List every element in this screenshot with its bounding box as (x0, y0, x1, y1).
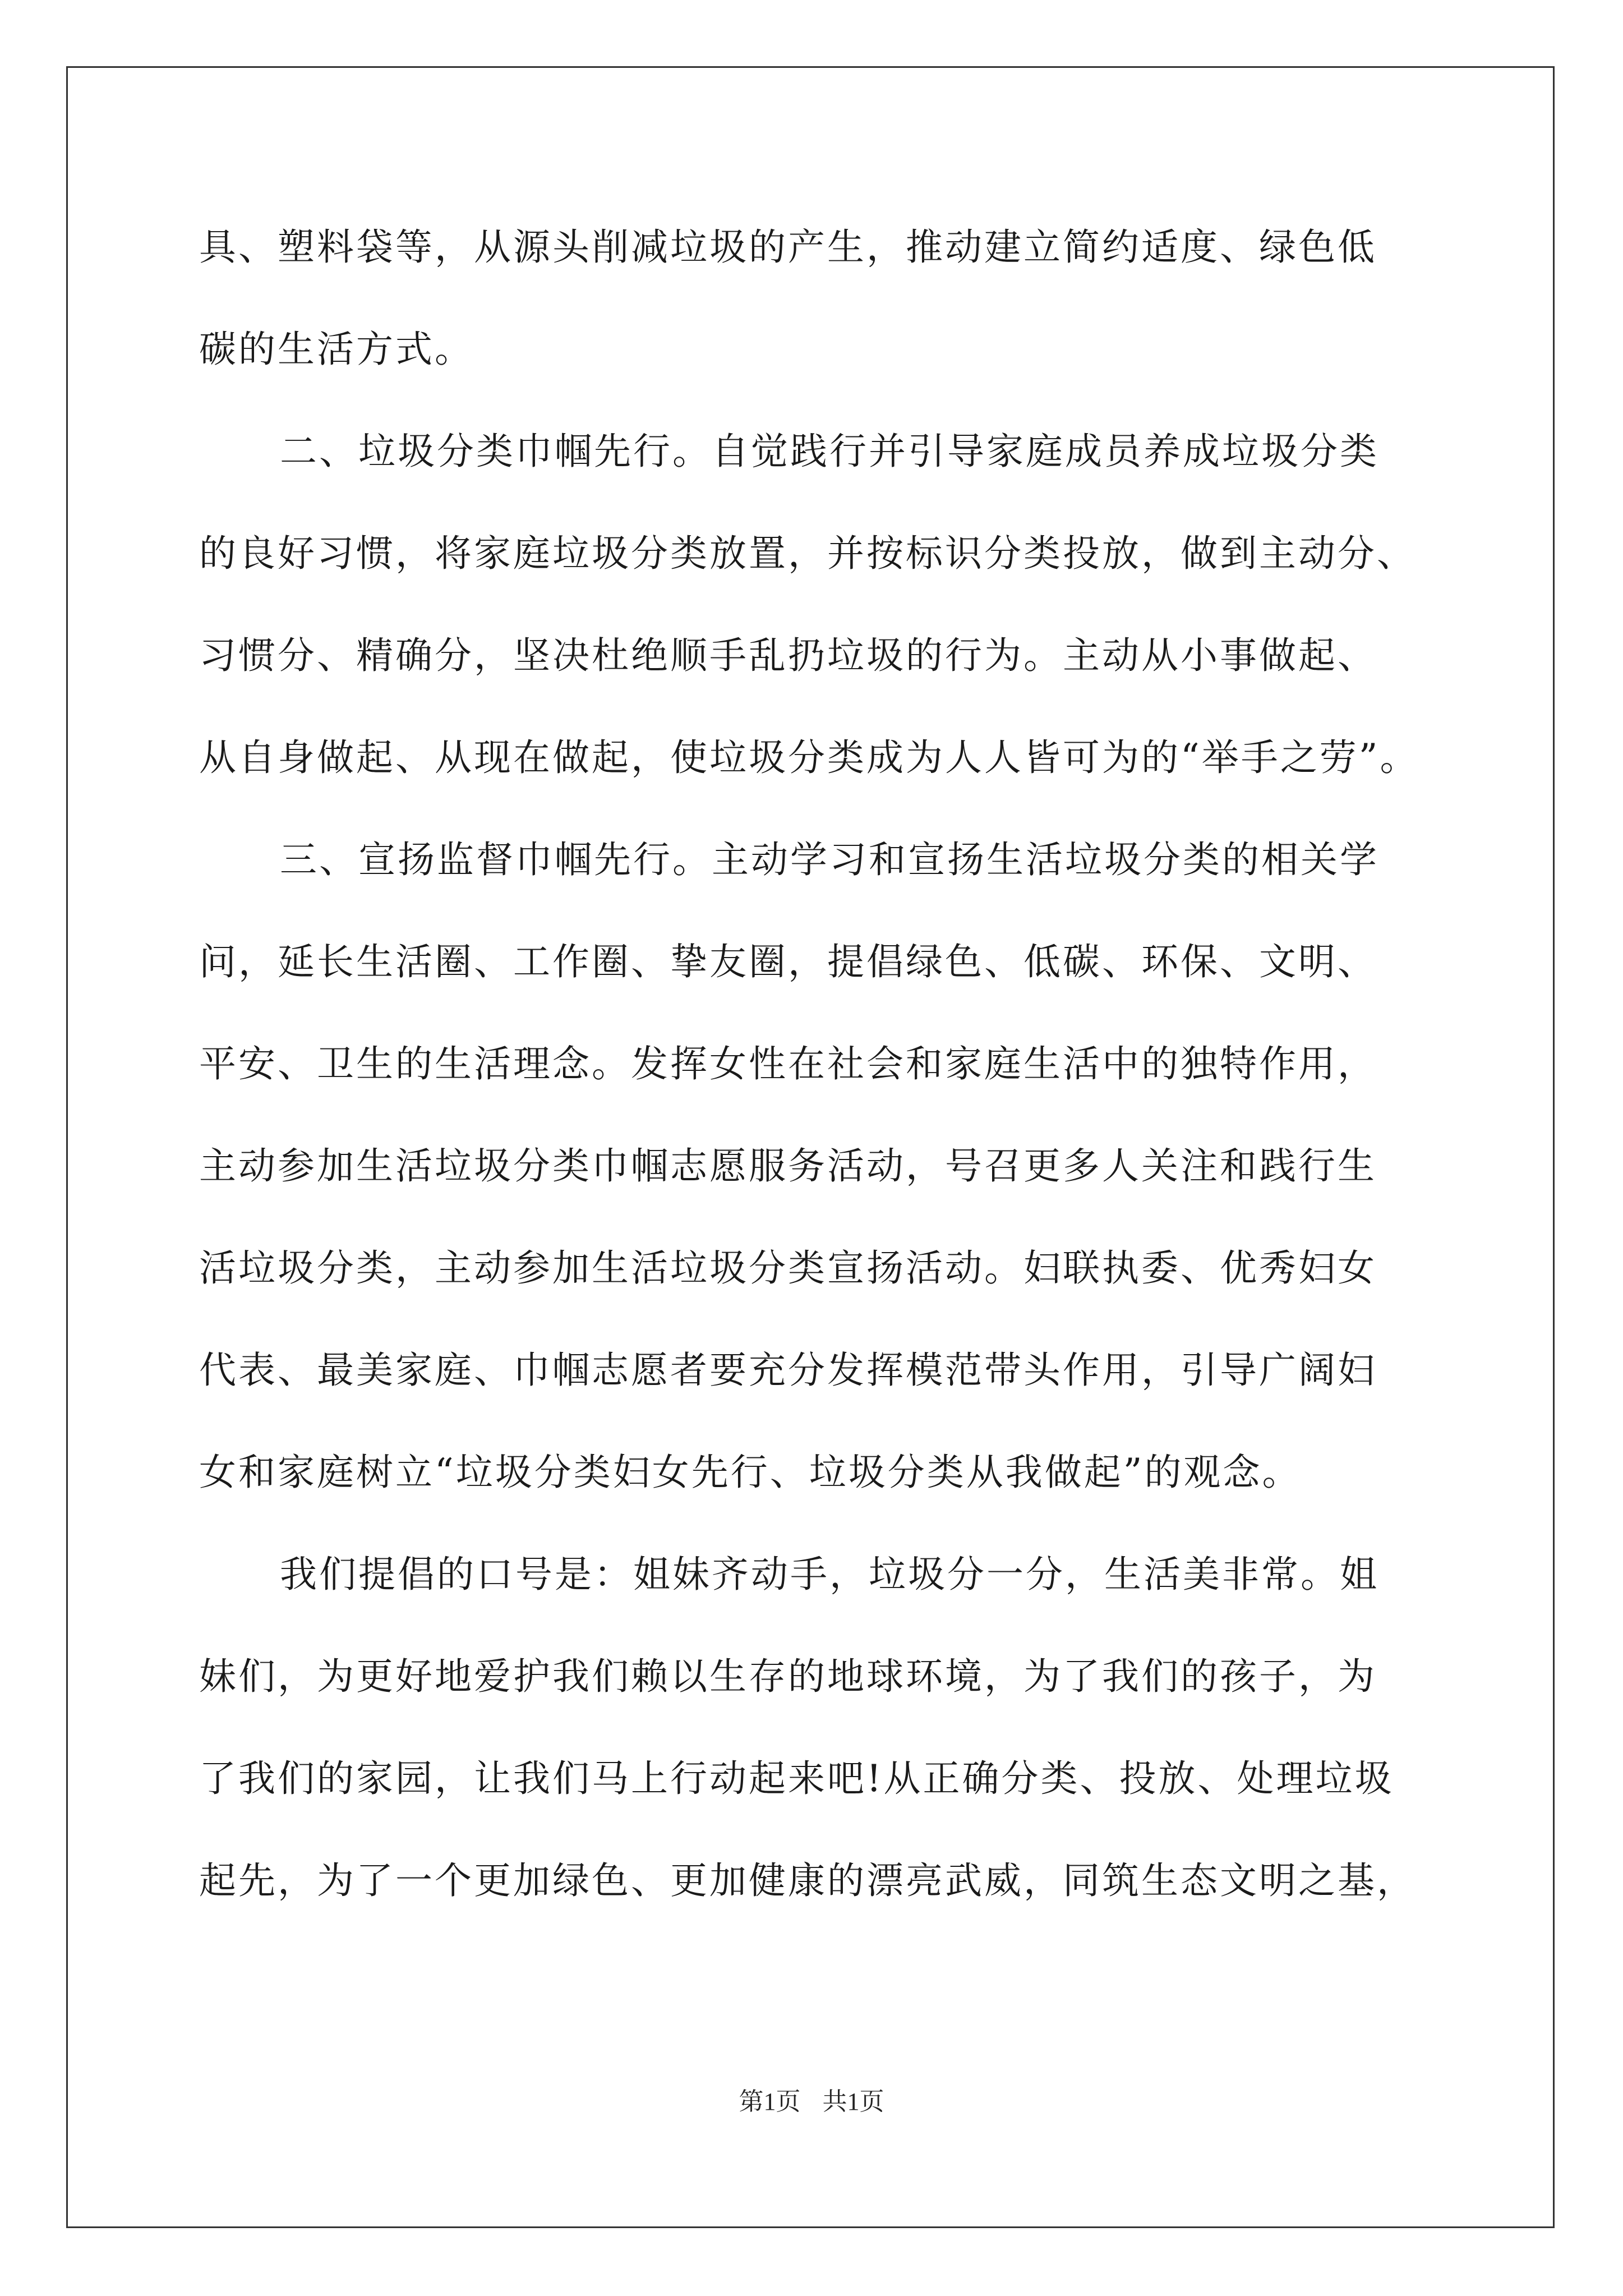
body-line: 平安、卫生的生活理念。发挥女性在社会和家庭生活中的独特作用， (199, 1042, 1377, 1085)
body-line: 妹们，为更好地爱护我们赖以生存的地球环境，为了我们的孩子，为 (199, 1655, 1377, 1698)
body-line: 主动参加生活垃圾分类巾帼志愿服务活动，号召更多人关注和践行生 (199, 1144, 1377, 1188)
body-line: 代表、最美家庭、巾帼志愿者要充分发挥模范带头作用，引导广阔妇 (199, 1349, 1377, 1392)
paragraph-start-line: 我们提倡的口号是：姐妹齐动手，垃圾分一分，生活美非常。姐 (280, 1553, 1379, 1596)
document-body (199, 213, 1483, 1949)
page-total: 共1页 (822, 2088, 884, 2115)
body-line: 了我们的家园，让我们马上行动起来吧!从正确分类、投放、处理垃圾 (199, 1757, 1394, 1800)
body-line: 活垃圾分类，主动参加生活垃圾分类宣扬活动。妇联执委、优秀妇女 (199, 1246, 1377, 1290)
body-line: 具、塑料袋等，从源头削减垃圾的产生，推动建立简约适度、绿色低 (199, 226, 1377, 269)
body-line: 的良好习惯，将家庭垃圾分类放置，并按标识分类投放，做到主动分、 (199, 532, 1416, 575)
body-line: 习惯分、精确分，坚决杜绝顺手乱扔垃圾的行为。主动从小事做起、 (199, 634, 1377, 677)
body-line: 从自身做起、从现在做起，使垃圾分类成为人人皆可为的“举手之劳”。 (199, 736, 1419, 779)
page-number: 第1页 (739, 2088, 801, 2115)
body-line: 起先，为了一个更加绿色、更加健康的漂亮武威，同筑生态文明之基， (199, 1859, 1416, 1902)
paragraph-start-line: 二、垃圾分类巾帼先行。自觉践行并引导家庭成员养成垃圾分类 (280, 430, 1379, 473)
body-line: 碳的生活方式。 (199, 328, 474, 371)
paragraph-start-line: 三、宣扬监督巾帼先行。主动学习和宣扬生活垃圾分类的相关学 (280, 838, 1379, 881)
body-line: 问，延长生活圈、工作圈、挚友圈，提倡绿色、低碳、环保、文明、 (199, 940, 1377, 983)
body-line: 女和家庭树立“垃圾分类妇女先行、垃圾分类从我做起”的观念。 (199, 1451, 1302, 1494)
page-footer (0, 2081, 1623, 2117)
